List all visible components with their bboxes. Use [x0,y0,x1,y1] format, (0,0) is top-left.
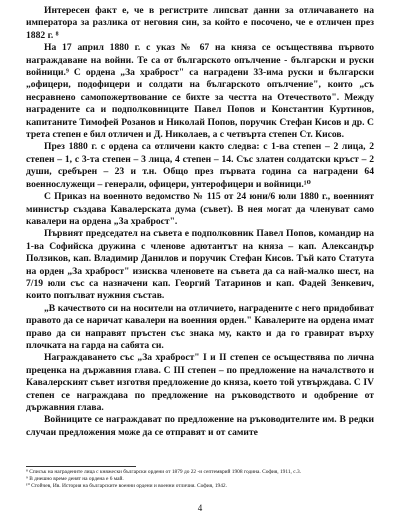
paragraph-3: През 1880 г. с ордена са отличени както следва: с 1-ва степен – 2 лица, 2 степен – 1, с 3-та степен – 3 лица, 4 степен – 14. Със златен солдатски кръст – 2 души, сребърен – 23 и т.н. Общо през първата година са наградени 64 военнослужещи – генерали, офицери, унтерофицери и войници.¹⁰ [26,141,374,190]
paragraph-4: С Приказ на военното ведомство № 115 от 24 юни/6 юли 1880 г., военният министър създава Кавалерската дума (съвет). В нея могат да членуват само кавалери на ордена „За храброст". [26,191,374,227]
footnote-8: ⁸ Списък на наградените лица с княжески български ордени от 1879 до 22 -и септемврий 1908 година. София, 1911, с.3. [26,469,301,475]
paragraph-8: Войниците се награждават по предложение на ръководителите им. В редки случаи предложения може да се отправят и от самите [26,414,374,438]
paragraph-1: Интересен факт е, че в регистрите липсват данни за отличаването на императора за разлика от неговия син, за който е посочено, че е отличен през 1882 г. ⁸ [26,5,374,41]
footnote-9: ⁹ В днешно време денят на ордена е 6 май. [26,476,124,483]
footnote-separator [26,466,136,467]
paragraph-6: „В качеството си на носители на отличието, наградените с него придобиват правото да се наричат кавалери на военния орден." Кавалерите на ордена имат право да си направят пръстен със знака му, както и да го гравират върху плочката на гарда на сабята си. [26,302,374,351]
paragraph-7: Награждаването със „За храброст" І и ІІ степен се осъществява по лична преценка на държавния глава. С ІІІ степен – по предложение на началството и Кавалерският съвет изготвя предложение до княза, което той утвърждава. С ІV степен се награждава по предложение на ръководството и одобрение от държавния глава. [26,352,374,413]
footnote-10: ¹⁰ Стойчев, Ив. История на българските военни ордени и военни отличия. София, 1942. [26,483,227,490]
page-number: 4 [197,503,203,513]
footnotes [26,469,374,491]
body-text [26,5,374,439]
paragraph-5: Първият председател на съвета е подполковник Павел Попов, командир на 1-ва Софийска дружина с членове адютантът на княза – кап. Александър Ползиков, кап. Владимир Данилов и поручик Стефан Кисов. Тъй като Статута на орден „За храброст" изисква членовете на съвета да са най-малко шест, на 7/19 юли със са назначени кап. Георгий Татаринов и кап. Фадей Зенкевич, които попълват нужния състав. [26,228,374,302]
paragraph-2: На 17 април 1880 г. с указ № 67 на княза се осъществява първото награждаване на войни. Те са от българското опълчение - български и руски войници.⁹ С ордена „За храброст" са наградени 33-има руски и български „офицери, подофицери и солдати на българското опълчение", които „съ несравнено самопожертвование се бихте за честта на Отечеството". Между наградените са и подполковниците Павел Попов и Константин Куртинов, капитаните Тимофей Розанов и Николай Попов, поручик Стефан Кисов и др. С трета степен е бил отличен и Д. Николаев, а с четвърта степен Ст. Кисов. [26,42,374,141]
